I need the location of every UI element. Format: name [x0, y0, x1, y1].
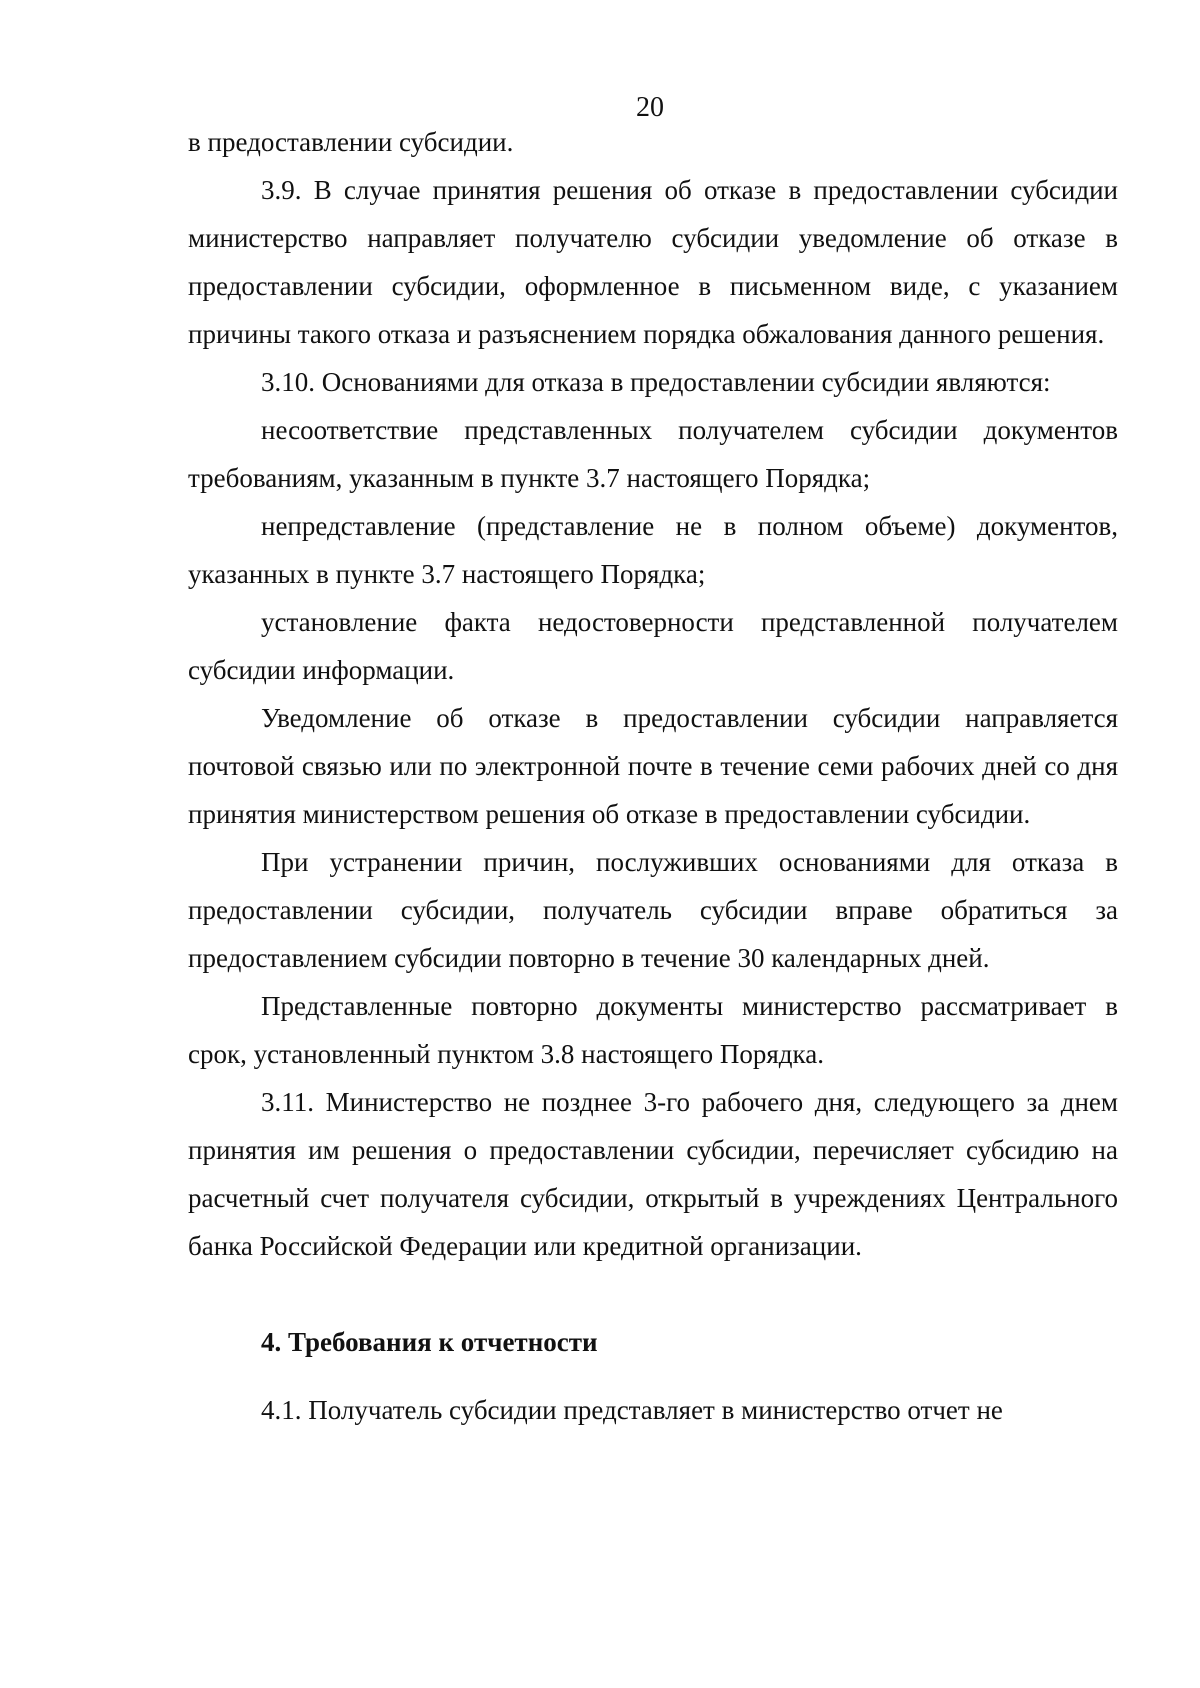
- paragraph-3-11: 3.11. Министерство не позднее 3-го рабочего дня, следующего за днем принятия им решения о предоставлении субсидии, перечисляет субсидию на расчетный счет получателя субсидии, открытый в учреждениях Центрального банка Российской Федерации или кредитной организации.: [188, 1087, 1118, 1261]
- paragraph-refusal-ground-2: непредставление (представление не в полном объеме) документов, указанных в пункте 3.7 настоящего Порядка;: [188, 511, 1118, 589]
- paragraph-refusal-notice: Уведомление об отказе в предоставлении субсидии направляется почтовой связью или по электронной почте в течение семи рабочих дней со дня принятия министерством решения об отказе в предоставлении субсидии.: [188, 703, 1118, 829]
- paragraph-refusal-ground-1: несоответствие представленных получателем субсидии документов требованиям, указанным в пункте 3.7 настоящего Порядка;: [188, 415, 1118, 493]
- paragraph-reapplication: При устранении причин, послуживших основаниями для отказа в предоставлении субсидии, получатель субсидии вправе обратиться за предоставлением субсидии повторно в течение 30 календарных дней.: [188, 847, 1118, 973]
- paragraph-3-9: 3.9. В случае принятия решения об отказе в предоставлении субсидии министерство направляет получателю субсидии уведомление об отказе в предоставлении субсидии, оформленное в письменном виде, с указанием причины такого отказа и разъяснением порядка обжалования данного решения.: [188, 175, 1118, 349]
- paragraph-continuation: в предоставлении субсидии.: [188, 127, 514, 157]
- paragraph-4-1: 4.1. Получатель субсидии представляет в министерство отчет не: [261, 1395, 1003, 1425]
- page-number: 20: [636, 92, 664, 123]
- paragraph-resubmitted-documents: Представленные повторно документы министерство рассматривает в срок, установленный пунктом 3.8 настоящего Порядка.: [188, 991, 1118, 1069]
- paragraph-3-10: 3.10. Основаниями для отказа в предоставлении субсидии являются:: [261, 367, 1051, 397]
- section-heading: 4. Требования к отчетности: [261, 1327, 598, 1357]
- document-body: [188, 118, 1118, 1434]
- paragraph-refusal-ground-3: установление факта недостоверности представленной получателем субсидии информации.: [188, 607, 1118, 685]
